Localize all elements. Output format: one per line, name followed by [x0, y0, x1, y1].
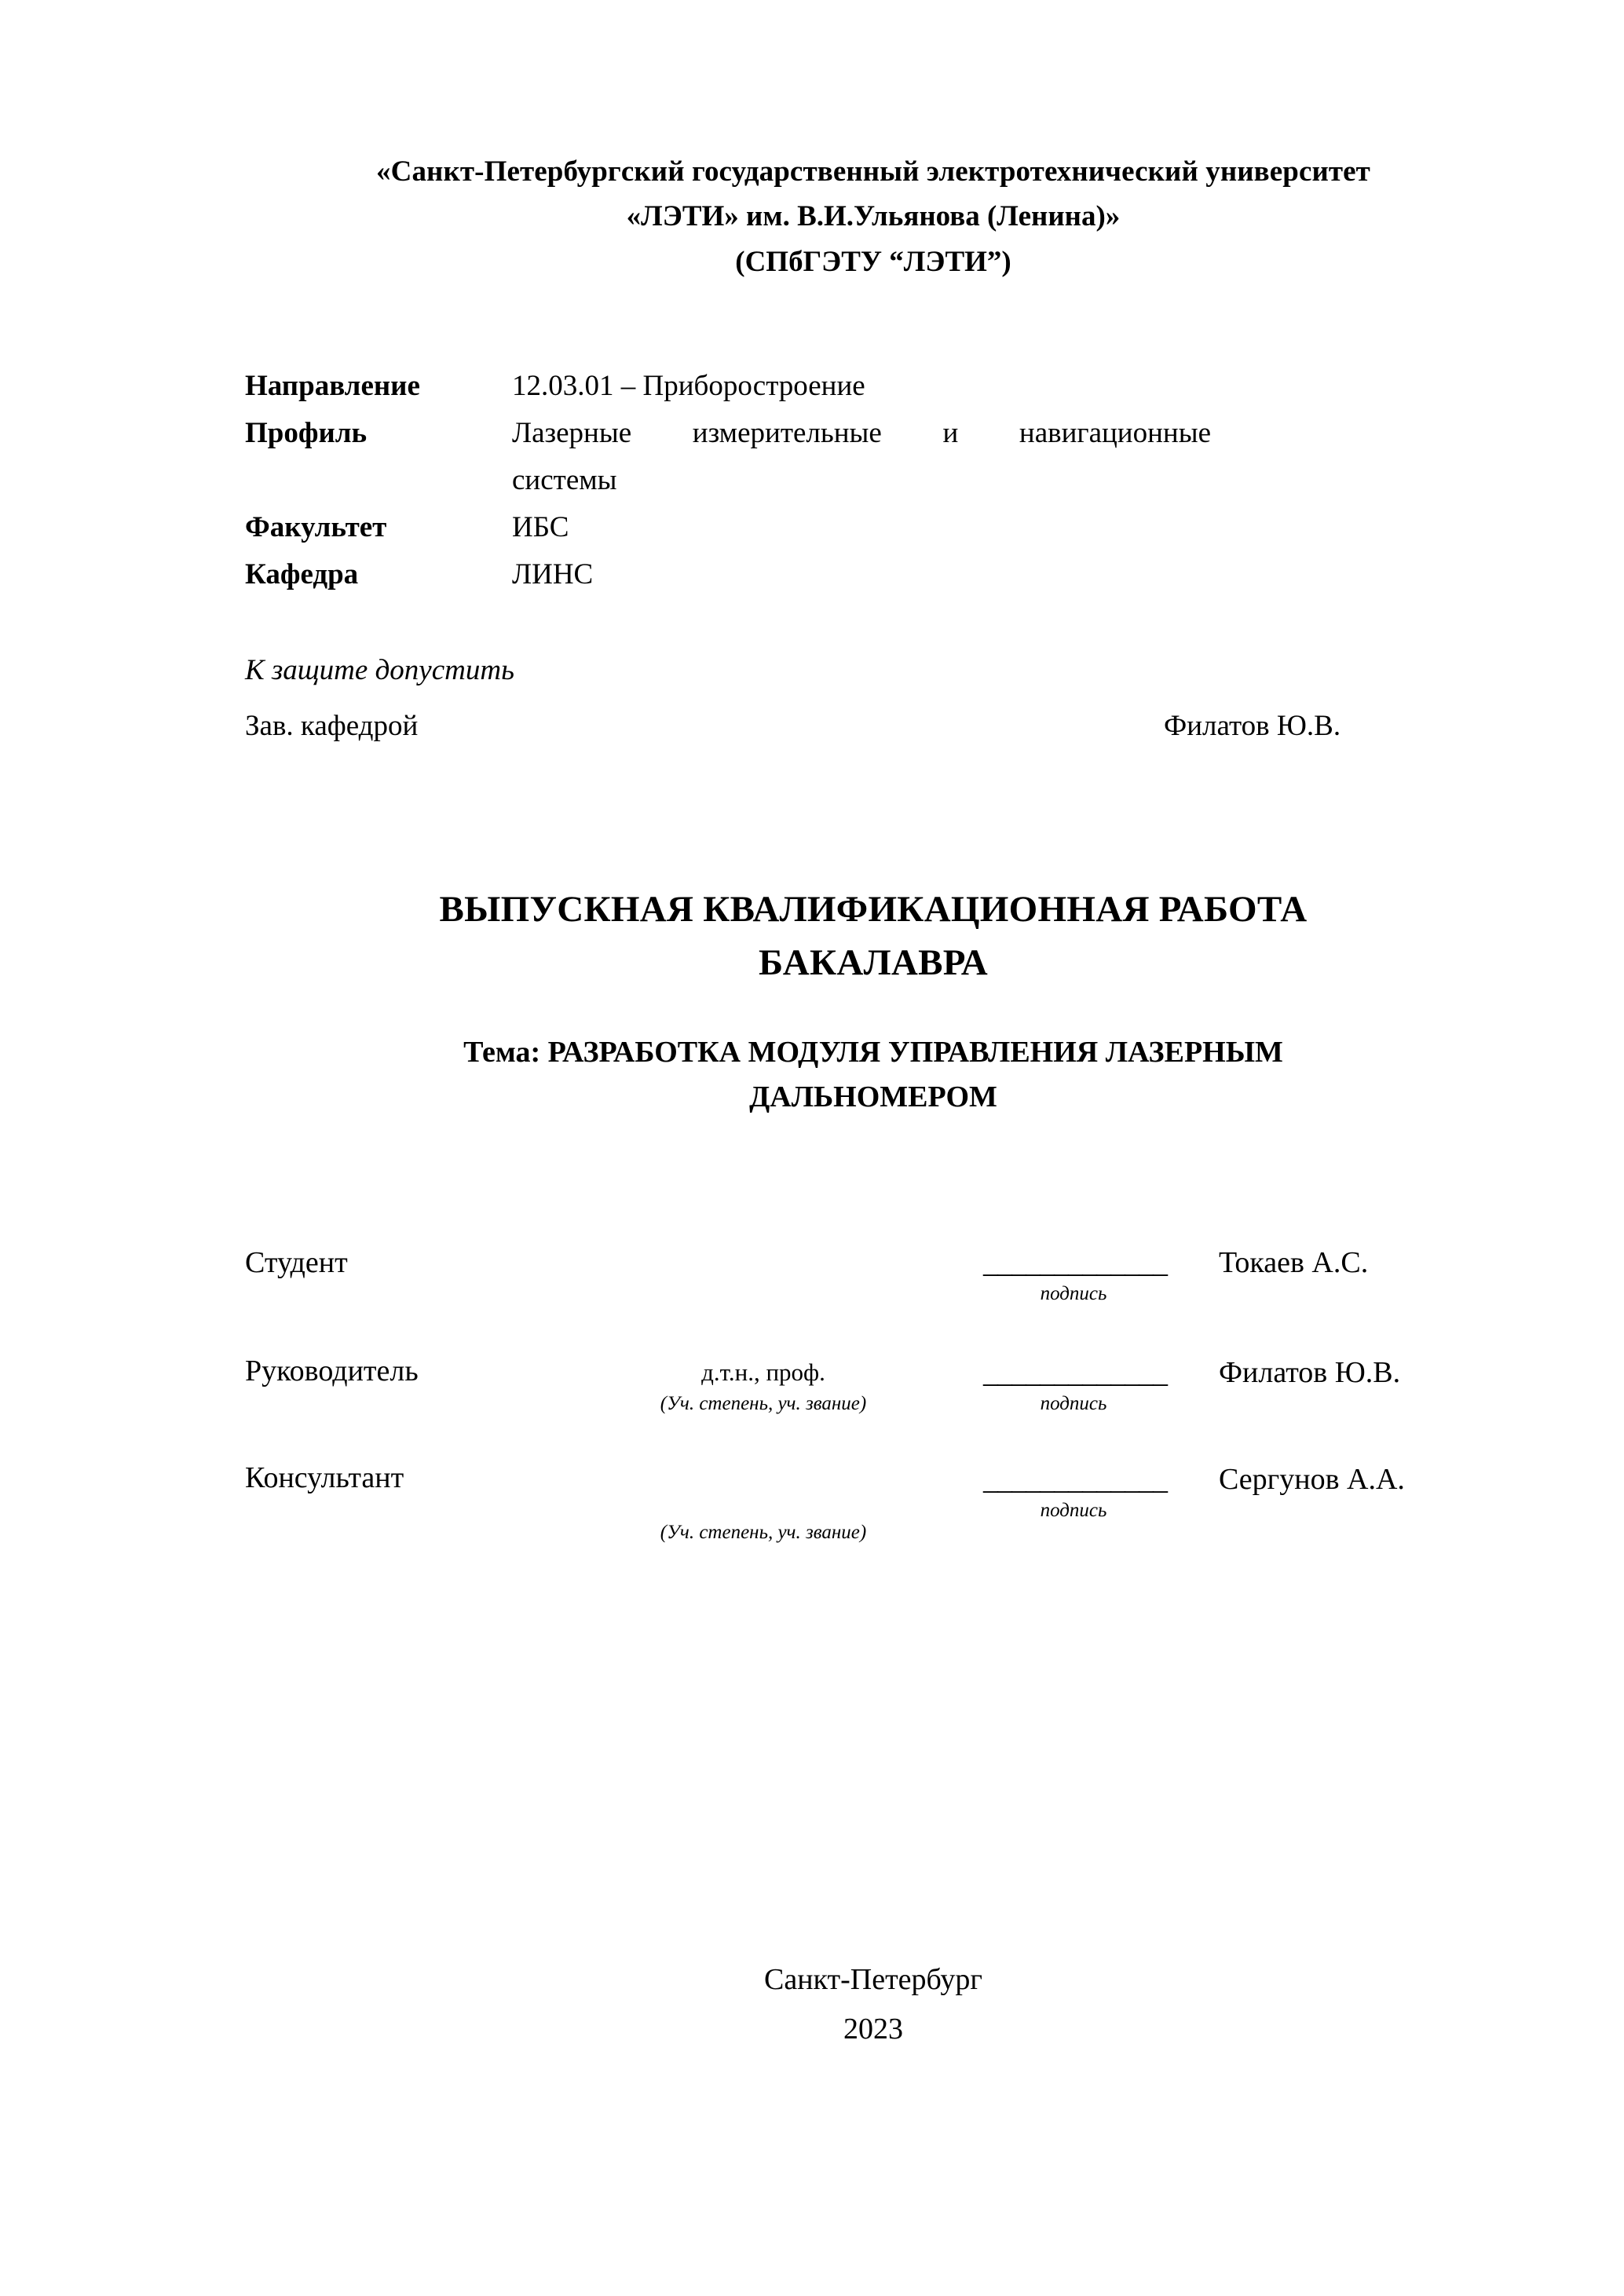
signature-degree-supervisor: д.т.н., проф.: [701, 1358, 825, 1387]
approval-block: [245, 647, 1501, 749]
field-label-profil: Профиль: [245, 416, 368, 449]
signature-line-consultant[interactable]: _____________: [983, 1463, 1167, 1497]
signature-row-consultant: [245, 1461, 1501, 1563]
field-value-kafedra: ЛИНС: [512, 558, 594, 590]
university-header: [245, 149, 1501, 284]
signature-line-supervisor[interactable]: _____________: [983, 1356, 1167, 1390]
signature-row-supervisor: [245, 1354, 1501, 1448]
field-row-profil-continued: [245, 457, 1501, 504]
signature-caption-supervisor: подпись: [1040, 1393, 1107, 1415]
field-label-fakultet: Факультет: [245, 510, 387, 543]
signature-caption-student: подпись: [1040, 1283, 1107, 1305]
field-value-napravlenie: 12.03.01 – Приборостроение: [512, 370, 865, 403]
signature-name-consultant: Сергунов А.А.: [1219, 1463, 1405, 1497]
signature-line-student[interactable]: _____________: [983, 1246, 1167, 1280]
program-fields: [245, 363, 1501, 598]
approval-name: Филатов Ю.В.: [1164, 709, 1341, 742]
approval-row: [245, 703, 1501, 749]
signature-degree-note-consultant: (Уч. степень, уч. звание): [660, 1522, 867, 1544]
field-value-fakultet: ИБС: [512, 510, 569, 543]
field-value-profil: Лазерные измерительные и навигационные: [512, 416, 1211, 449]
work-theme-line-1: Тема: РАЗРАБОТКА МОДУЛЯ УПРАВЛЕНИЯ ЛАЗЕРНЫМ: [463, 1036, 1283, 1069]
footer-year: 2023: [843, 2012, 903, 2046]
work-title-line-2: БАКАЛАВРА: [758, 942, 989, 984]
work-title: [245, 883, 1501, 989]
university-name-line-1: «Санкт-Петербургский государственный электротехнический университет: [376, 155, 1370, 188]
field-row-profil: [245, 410, 1501, 457]
signature-name-supervisor: Филатов Ю.В.: [1219, 1356, 1401, 1390]
field-label-kafedra: Кафедра: [245, 558, 359, 590]
university-abbreviation: (СПбГЭТУ “ЛЭТИ”): [735, 245, 1011, 278]
field-value-profil-continued: системы: [512, 463, 617, 496]
signature-caption-consultant: подпись: [1040, 1500, 1107, 1522]
approval-note: К защите допустить: [245, 653, 514, 686]
signature-row-student: [245, 1245, 1501, 1332]
field-row-fakultet: [245, 504, 1501, 551]
field-row-napravlenie: [245, 363, 1501, 410]
approval-role: Зав. кафедрой: [245, 709, 419, 742]
page-content: [245, 0, 1501, 1563]
signature-role-consultant: Консультант: [245, 1461, 404, 1495]
work-theme-line-2: ДАЛЬНОМЕРОМ: [749, 1080, 997, 1114]
footer-city: Санкт-Петербург: [763, 1963, 983, 1996]
signature-block: [245, 1245, 1501, 1563]
work-title-line-1: ВЫПУСКНАЯ КВАЛИФИКАЦИОННАЯ РАБОТА: [439, 889, 1308, 930]
work-theme: [245, 1030, 1501, 1120]
signature-role-supervisor: Руководитель: [245, 1355, 419, 1388]
page-footer: [245, 1955, 1501, 2053]
field-row-kafedra: [245, 551, 1501, 598]
signature-degree-note-supervisor: (Уч. степень, уч. звание): [660, 1393, 867, 1415]
signature-role-student: Студент: [245, 1246, 348, 1280]
signature-name-student: Токаев А.С.: [1219, 1246, 1369, 1280]
field-label-napravlenie: Направление: [245, 370, 420, 403]
university-name-line-2: «ЛЭТИ» им. В.И.Ульянова (Ленина)»: [626, 200, 1121, 233]
